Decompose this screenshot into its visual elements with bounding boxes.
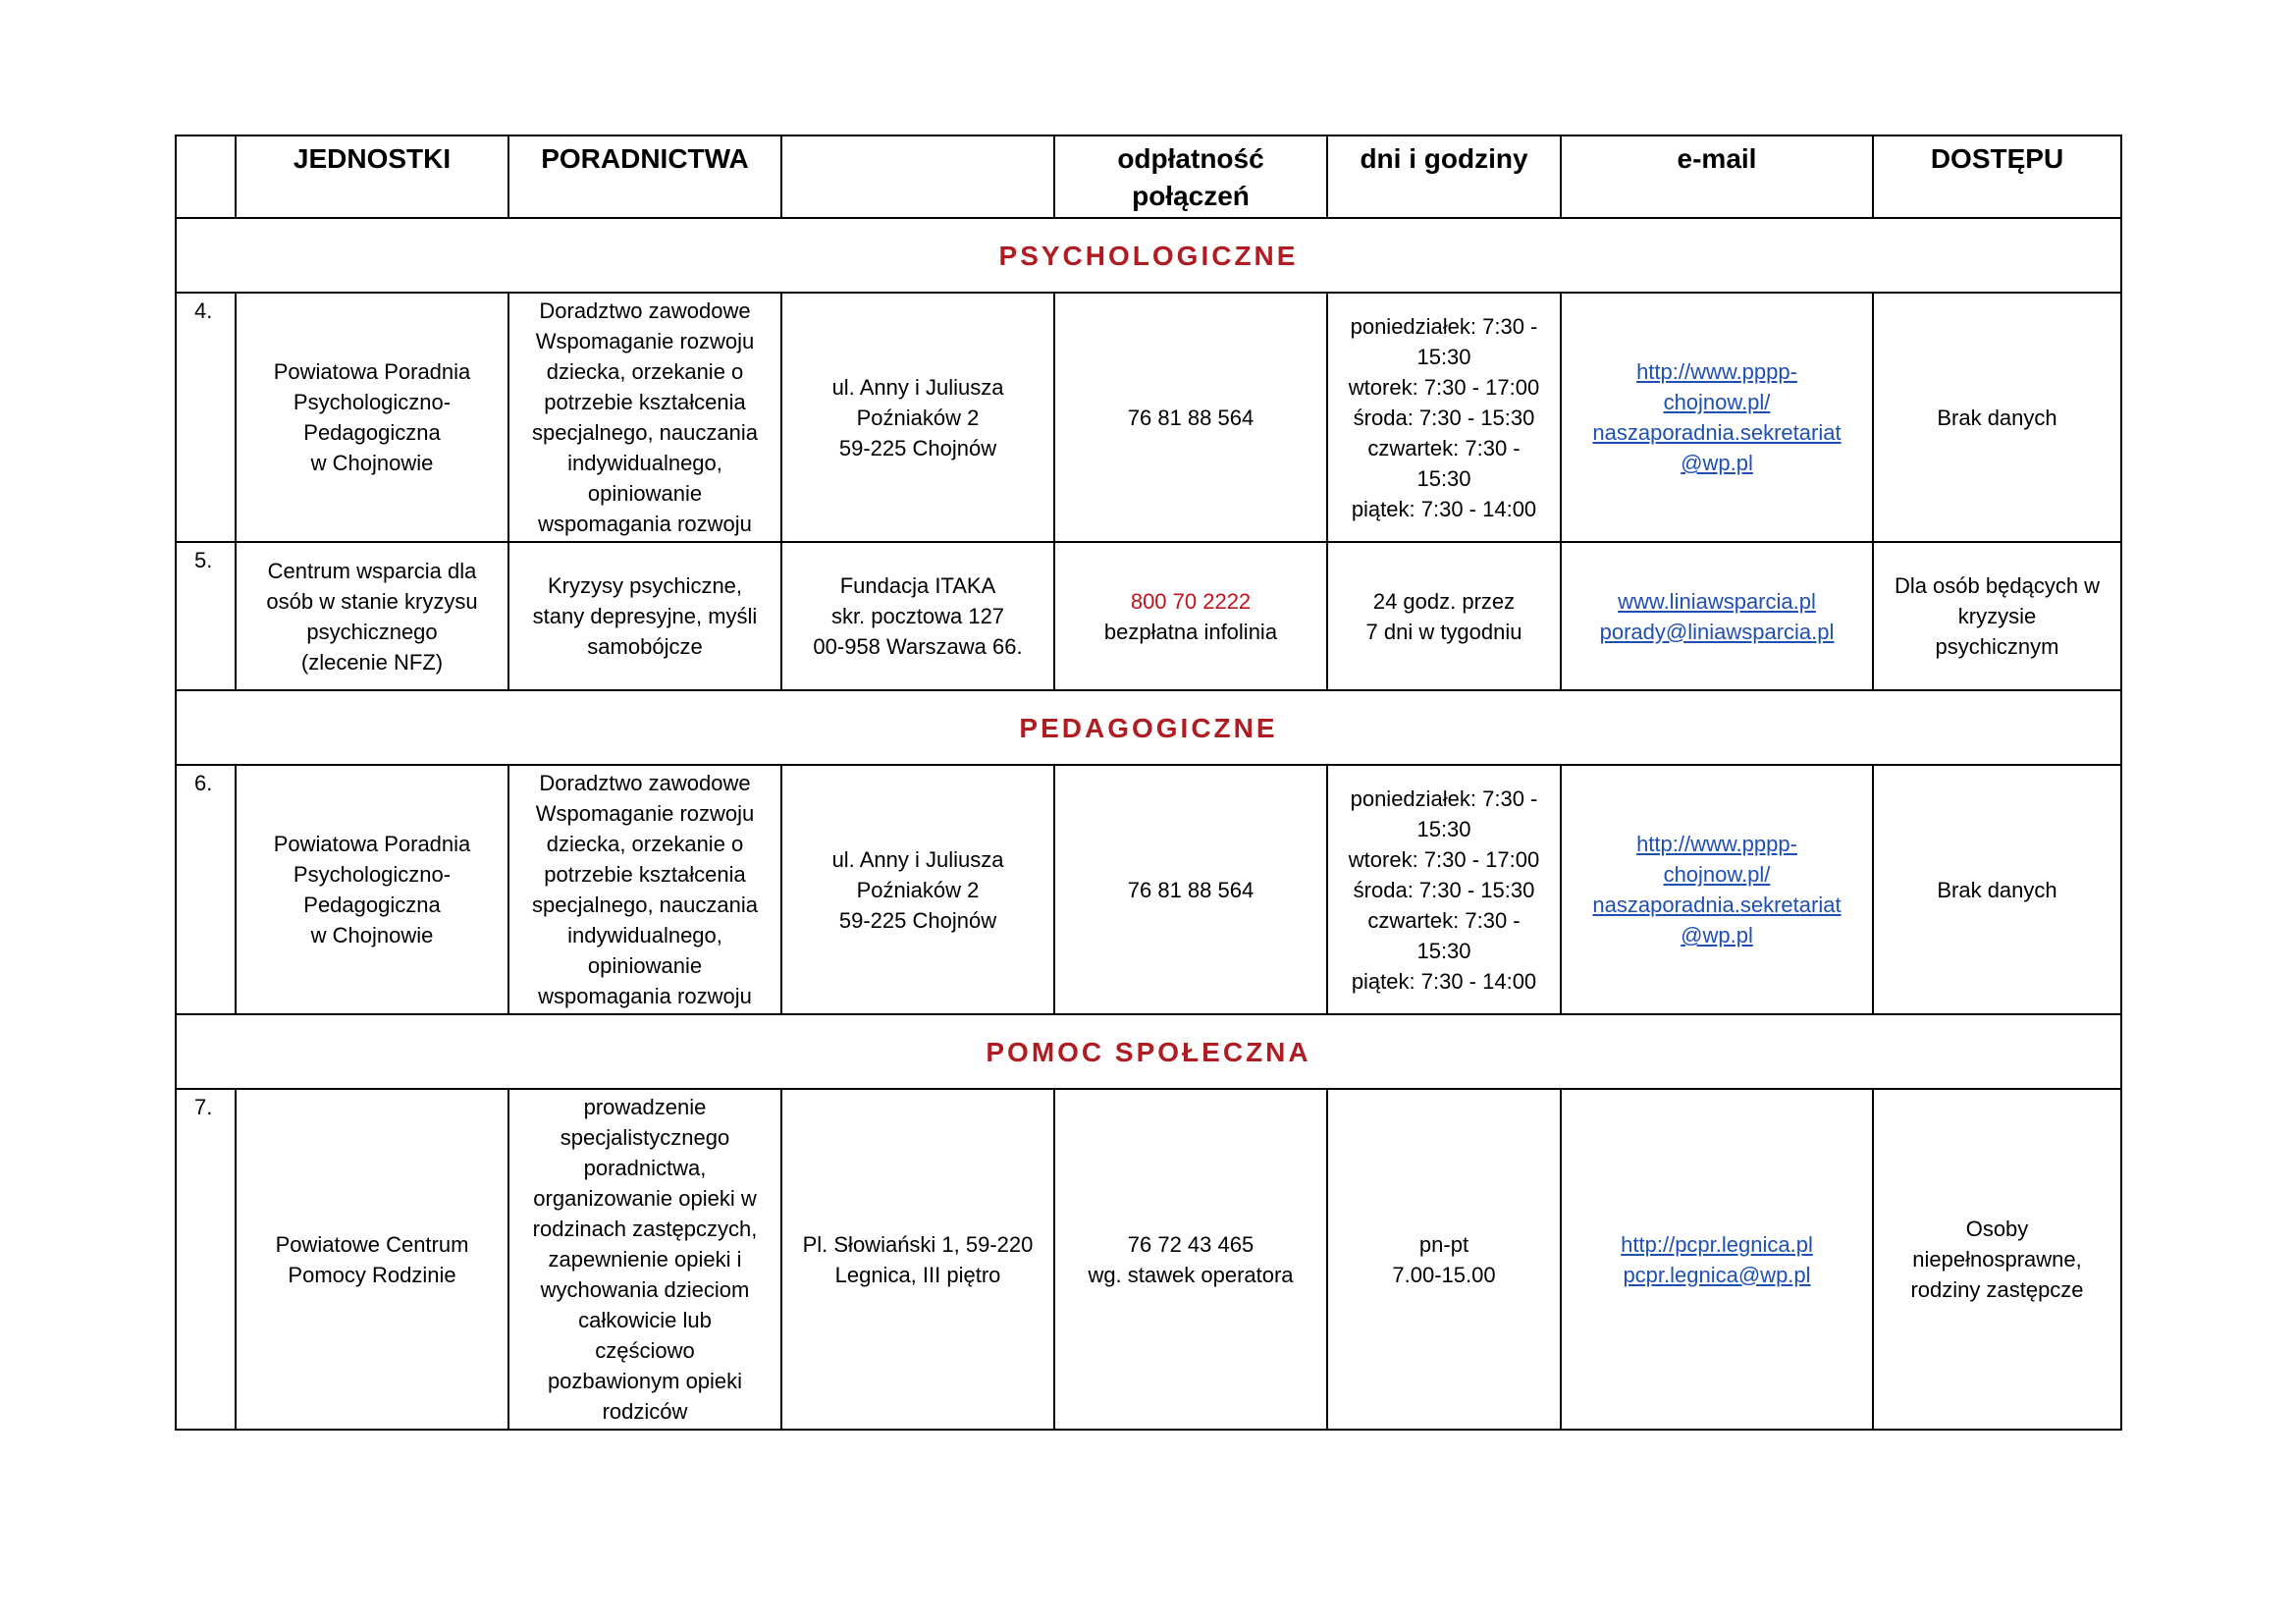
cell-text-line: ul. Anny i Juliusza (831, 374, 1004, 400)
cell-text-line: czwartek: 7:30 - (1367, 435, 1521, 460)
cell-text-line: środa: 7:30 - 15:30 (1353, 405, 1535, 430)
cell-text-line: prowadzenie (583, 1095, 707, 1119)
header-poradnictwa: PORADNICTWA (508, 135, 781, 218)
cell-text-line: pozbawionym opieki (547, 1369, 743, 1393)
cell-text-line: dziecka, orzekanie o (546, 359, 744, 384)
cell-text-line: czwartek: 7:30 - (1367, 907, 1521, 933)
cell-text-line: Doradztwo zawodowe (539, 298, 751, 323)
cell-text-line: 00-958 Warszawa 66. (813, 634, 1023, 659)
cell-text-line: Legnica, III piętro (834, 1262, 1001, 1287)
cell-text-line: kryzysie (1957, 604, 2037, 628)
cell-text-line: dziecka, orzekanie o (546, 832, 744, 856)
cell-text-line: potrzebie kształcenia (544, 862, 746, 887)
cell-text-line: Powiatowe Centrum (275, 1231, 469, 1257)
cell-godziny (1327, 542, 1561, 690)
cell-jednostka (236, 542, 508, 690)
cell-text-line: samobójcze (587, 634, 703, 659)
cell-text-line: Psychologiczno- (293, 390, 452, 414)
cell-text-line: wg. stawek operatora (1088, 1262, 1294, 1287)
cell-text-line: 7.00-15.00 (1392, 1262, 1496, 1287)
cell-text-line: 59-225 Chojnów (838, 907, 997, 933)
cell-text-line: w Chojnowie (310, 451, 434, 475)
cell-text-line: rodziny zastępcze (1910, 1277, 2084, 1302)
cell-text-line: wspomagania rozwoju (538, 984, 752, 1008)
section-row (176, 1014, 2121, 1089)
cell-godziny (1327, 293, 1561, 542)
cell-adres (781, 765, 1054, 1014)
header-odplatnosc-line: odpłatność (1117, 143, 1264, 174)
row-number: 4. (176, 293, 236, 542)
cell-text-line: Brak danych (1937, 877, 2057, 902)
cell-text-line: psychicznym (1935, 634, 2059, 659)
cell-email (1561, 765, 1873, 1014)
email-link[interactable]: naszaporadnia.sekretariat (1592, 420, 1842, 445)
website-link[interactable]: http://www.pppp- (1636, 359, 1797, 384)
cell-text-line: 76 81 88 564 (1127, 405, 1255, 430)
cell-text-line: 59-225 Chojnów (838, 435, 997, 460)
cell-text-line: rodzinach zastępczych, (532, 1217, 758, 1241)
cell-email (1561, 542, 1873, 690)
website-link[interactable]: http://pcpr.legnica.pl (1621, 1231, 1813, 1257)
row-number: 5. (176, 542, 236, 690)
header-odplatnosc-line: połączeń (1132, 181, 1250, 211)
cell-text-line: Dla osób będących w (1894, 573, 2101, 598)
cell-text-line: pn-pt (1418, 1231, 1469, 1257)
cell-adres (781, 542, 1054, 690)
cell-text-line: wtorek: 7:30 - 17:00 (1348, 374, 1540, 400)
cell-text-line: piątek: 7:30 - 14:00 (1351, 968, 1537, 994)
cell-text-line: niepełnosprawne, (1912, 1247, 2082, 1272)
cell-telefon (1054, 1089, 1327, 1430)
cell-text-line: osób w stanie kryzysu (266, 588, 478, 614)
cell-telefon (1054, 293, 1327, 542)
table-row (176, 1089, 2121, 1430)
cell-text-line: 15:30 (1416, 344, 1471, 369)
table-row (176, 293, 2121, 542)
cell-text-line: środa: 7:30 - 15:30 (1353, 877, 1535, 902)
cell-text-line: Psychologiczno- (293, 862, 452, 887)
cell-text-line: Centrum wsparcia dla (267, 558, 477, 583)
cell-dostep (1873, 1089, 2121, 1430)
email-link[interactable]: pcpr.legnica@wp.pl (1623, 1262, 1811, 1287)
cell-text-line: poniedziałek: 7:30 - (1350, 785, 1538, 811)
cell-text-line: indywidualnego, (567, 923, 722, 947)
cell-telefon (1054, 542, 1327, 690)
website-link[interactable]: chojnow.pl/ (1663, 390, 1771, 414)
cell-text-line: poradnictwa, (583, 1156, 707, 1180)
email-link[interactable]: porady@liniawsparcia.pl (1599, 619, 1835, 644)
cell-text-line: Fundacja ITAKA (839, 573, 996, 598)
cell-text-line: Wspomaganie rozwoju (535, 329, 755, 353)
services-table (175, 135, 2122, 1431)
cell-poradnictwo (508, 1089, 781, 1430)
cell-text-line: Pomocy Rodzinie (288, 1262, 456, 1287)
cell-jednostka (236, 765, 508, 1014)
cell-godziny (1327, 765, 1561, 1014)
table-row (176, 765, 2121, 1014)
cell-text-line: Pl. Słowiański 1, 59-220 (802, 1231, 1034, 1257)
cell-text-line: Powiatowa Poradnia (273, 359, 471, 384)
cell-text-line: specjalnego, nauczania (532, 420, 758, 445)
cell-text-line: Wspomaganie rozwoju (535, 801, 755, 826)
cell-dostep (1873, 293, 2121, 542)
cell-text-line: Poźniaków 2 (856, 877, 980, 902)
cell-poradnictwo (508, 293, 781, 542)
cell-poradnictwo (508, 542, 781, 690)
cell-text-line: indywidualnego, (567, 451, 722, 475)
cell-text-line: zapewnienie opieki i (548, 1247, 742, 1272)
cell-text-line: Osoby (1965, 1217, 2029, 1241)
cell-text-line: organizowanie opieki w (533, 1186, 757, 1211)
email-link[interactable]: naszaporadnia.sekretariat (1592, 893, 1842, 917)
cell-text-line: 15:30 (1416, 465, 1471, 491)
cell-text-line: stany depresyjne, myśli (532, 604, 758, 628)
cell-text-line: poniedziałek: 7:30 - (1350, 313, 1538, 339)
cell-text-line: wtorek: 7:30 - 17:00 (1348, 846, 1540, 872)
section-title-pomoc-spoleczna: POMOC SPOŁECZNA (176, 1014, 2121, 1089)
website-link[interactable]: http://www.pppp- (1636, 832, 1797, 856)
cell-dostep (1873, 765, 2121, 1014)
cell-text-line: rodziców (602, 1399, 688, 1424)
cell-text-line: 15:30 (1416, 938, 1471, 963)
cell-text-line: psychicznego (306, 619, 438, 644)
cell-adres (781, 293, 1054, 542)
section-row (176, 690, 2121, 765)
cell-jednostka (236, 293, 508, 542)
cell-text-line: Powiatowa Poradnia (273, 832, 471, 856)
cell-text-line: specjalnego, nauczania (532, 893, 758, 917)
website-link[interactable]: www.liniawsparcia.pl (1618, 588, 1816, 614)
cell-text-line: Pedagogiczna (303, 420, 441, 445)
cell-text-line: skr. pocztowa 127 (830, 604, 1005, 628)
header-email: e-mail (1561, 135, 1873, 218)
header-adres (781, 135, 1054, 218)
cell-text-line: 7 dni w tygodniu (1365, 619, 1522, 644)
cell-text-line: piątek: 7:30 - 14:00 (1351, 496, 1537, 521)
cell-text-line: Kryzysy psychiczne, (547, 573, 743, 598)
cell-text-line: 15:30 (1416, 816, 1471, 841)
email-link[interactable]: @wp.pl (1681, 923, 1753, 947)
row-number: 7. (176, 1089, 236, 1430)
cell-text-line: 76 72 43 465 (1127, 1231, 1255, 1257)
cell-email (1561, 293, 1873, 542)
cell-text-line: Doradztwo zawodowe (539, 771, 751, 795)
header-dni: dni i godziny (1327, 135, 1561, 218)
cell-text-line: Brak danych (1937, 405, 2057, 430)
cell-telefon (1054, 765, 1327, 1014)
cell-text-line: całkowicie lub (578, 1308, 712, 1332)
header-odplatnosc (1054, 135, 1327, 218)
cell-jednostka (236, 1089, 508, 1430)
header-row (176, 135, 2121, 218)
cell-adres (781, 1089, 1054, 1430)
section-title-pedagogiczne: PEDAGOGICZNE (176, 690, 2121, 765)
cell-text-line: wspomagania rozwoju (538, 512, 752, 536)
header-lp (176, 135, 236, 218)
cell-godziny (1327, 1089, 1561, 1430)
cell-text-line: potrzebie kształcenia (544, 390, 746, 414)
row-number: 6. (176, 765, 236, 1014)
cell-text-line: opiniowanie (587, 481, 703, 506)
cell-text-line: częściowo (595, 1338, 695, 1363)
cell-dostep (1873, 542, 2121, 690)
cell-text-line: ul. Anny i Juliusza (831, 846, 1004, 872)
cell-poradnictwo (508, 765, 781, 1014)
table-row (176, 542, 2121, 690)
cell-text-line: wychowania dzieciom (540, 1277, 750, 1302)
email-link[interactable]: @wp.pl (1681, 451, 1753, 475)
cell-text-line: (zlecenie NFZ) (300, 649, 444, 675)
hotline-number: 800 70 2222 (1130, 588, 1252, 614)
section-row (176, 218, 2121, 293)
website-link[interactable]: chojnow.pl/ (1663, 862, 1771, 887)
cell-text-line: bezpłatna infolinia (1103, 619, 1278, 644)
cell-text-line: Pedagogiczna (303, 893, 441, 917)
cell-text-line: specjalistycznego (560, 1125, 730, 1150)
header-dostepu: DOSTĘPU (1873, 135, 2121, 218)
header-jednostki: JEDNOSTKI (236, 135, 508, 218)
cell-text-line: Poźniaków 2 (856, 405, 980, 430)
section-title-psychologiczne: PSYCHOLOGICZNE (176, 218, 2121, 293)
cell-email (1561, 1089, 1873, 1430)
cell-text-line: 76 81 88 564 (1127, 877, 1255, 902)
cell-text-line: w Chojnowie (310, 923, 434, 947)
cell-text-line: opiniowanie (587, 953, 703, 978)
cell-text-line: 24 godz. przez (1372, 588, 1516, 614)
